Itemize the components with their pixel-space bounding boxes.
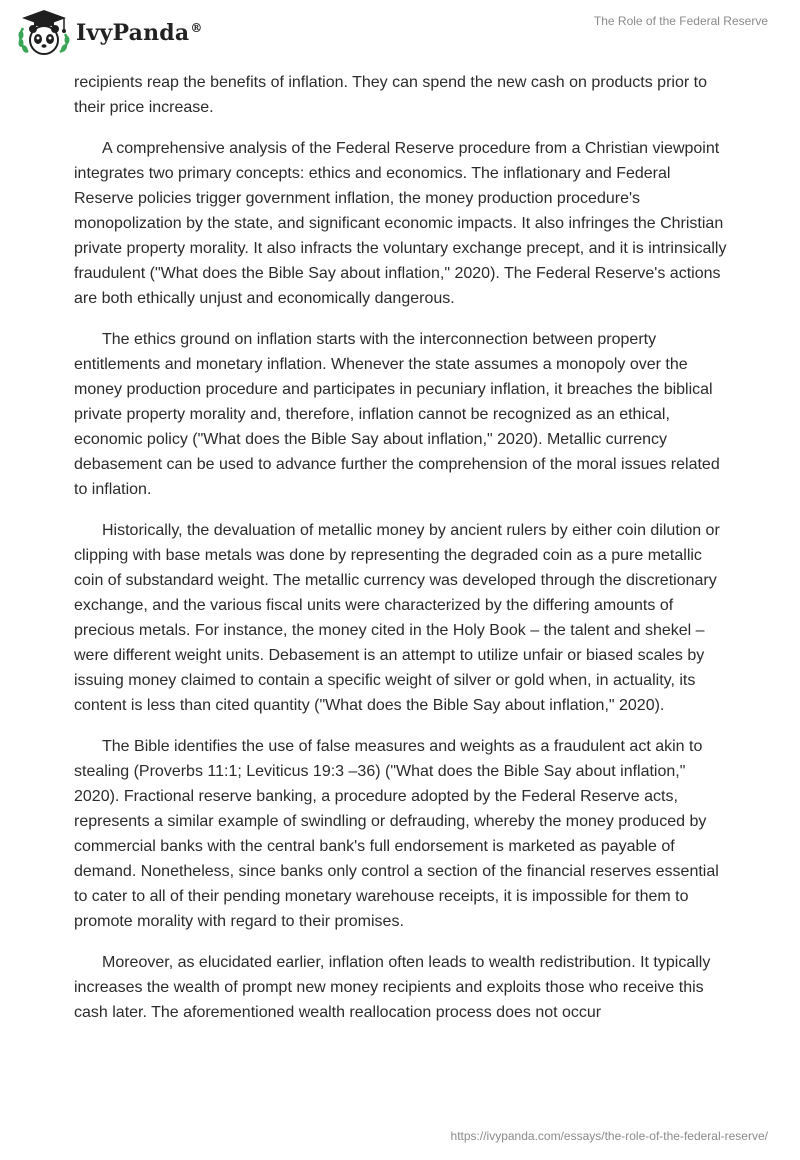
logo-wordmark: IvyPanda® (76, 20, 203, 46)
page-header (0, 0, 800, 70)
essay-body (74, 70, 734, 1041)
paragraph-5: The Bible identifies the use of false measures and weights as a fraudulent act akin to stealing (Proverbs 11:1; Leviticus 19:3 –36) ("What does the Bible Say about inflation," 2020). Fractional reserve banking, a procedure adopted by the Federal Reserve acts, represents a similar example of swindling or defrauding, whereby the money produced by commercial banks with the central bank's full endorsement is marketed as payable of demand. Nonetheless, since banks only control a section of the financial reserves essential to cater to all of their pending monetary warehouse receipts, it is impossible for them to promote morality with regard to their promises. (74, 738, 719, 930)
paragraph-4: Historically, the devaluation of metallic money by ancient rulers by either coin dilution or clipping with base metals was done by representing the degraded coin as a pure metallic coin of substandard weight. The metallic currency was developed through the discretionary exchange, and the various fiscal units were characterized by the differing amounts of precious metals. For instance, the money cited in the Holy Book – the talent and shekel – were different weight units. Debasement is an attempt to utilize unfair or biased scales by issuing money claimed to contain a specific weight of silver or gold when, in actuality, its content is less than cited quantity ("What does the Bible Say about inflation," 2020). (74, 522, 720, 714)
source-url-link[interactable]: https://ivypanda.com/essays/the-role-of-the-federal-reserve/ (450, 1129, 768, 1143)
paragraph-1: recipients reap the benefits of inflation. They can spend the new cash on products prior to their price increase. (74, 74, 707, 116)
ivypanda-logo[interactable] (14, 8, 203, 58)
document-title: The Role of the Federal Reserve (593, 14, 768, 28)
paragraph-3: The ethics ground on inflation starts with the interconnection between property entitlements and monetary inflation. Whenever the state assumes a monopoly over the money production procedure and participates in pecuniary inflation, it breaches the biblical private property morality and, therefore, inflation cannot be recognized as an ethical, economic policy ("What does the Bible Say about inflation," 2020). Metallic currency debasement can be used to advance further the comprehension of the moral issues related to inflation. (74, 331, 720, 498)
paragraph-2: A comprehensive analysis of the Federal Reserve procedure from a Christian viewpoint integrates two primary concepts: ethics and economics. The inflationary and Federal Reserve policies trigger government inflation, the money production procedure's monopolization by the state, and significant economic impacts. It also infringes the Christian private property morality. It also infracts the voluntary exchange precept, and it is intrinsically fraudulent ("What does the Bible Say about inflation," 2020). The Federal Reserve's actions are both ethically unjust and economically dangerous. (74, 140, 727, 307)
panda-graduate-icon (14, 8, 74, 58)
paragraph-6: Moreover, as elucidated earlier, inflation often leads to wealth redistribution. It typically increases the wealth of prompt new money recipients and exploits those who receive this cash later. The aforementioned wealth reallocation process does not occur (74, 954, 711, 1021)
